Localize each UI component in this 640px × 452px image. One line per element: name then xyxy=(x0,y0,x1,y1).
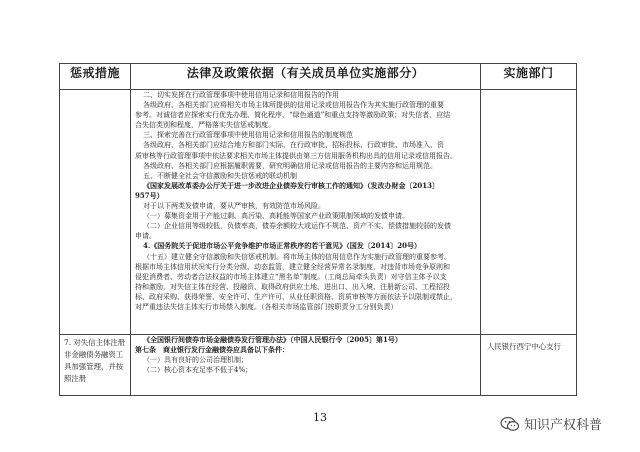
text-line: 各级政府、各相关部门应结合地方和部门实际，在行政审批、招标投标、行政审批、市场准入、资 xyxy=(143,141,444,150)
doc-title-line: 4.《国务院关于促进市场公平竞争维护市场正常秩序的若干意见》（国发〔2014〕20号） xyxy=(143,241,422,251)
text-line: （一）具有良好的公司治理机制； xyxy=(143,356,248,365)
text-line: 标、政府采购、获得荣誉、安全许可、生产许可、从业任职资格、资质审核等方面依法予以限制或禁止， xyxy=(135,292,457,301)
header-measure: 惩戒措施 xyxy=(60,64,131,90)
row2-measure-cell xyxy=(60,335,131,396)
text-line: 持和激励，对失信主体在经营、投融资、取得政府供应土地、进出口、出入境、注册新公司、工程招投 xyxy=(135,282,450,291)
doc-title-line: 《全国银行间债券市场金融债券发行管理办法》（中国人民银行令〔2005〕第1号） xyxy=(143,335,402,344)
article-line: 第七条 商业银行发行金融债券应具备以下条件： xyxy=(135,345,289,355)
text-line: 对严重违法失信主体实行市场禁入制度。（各相关市场监管部门按职责分工分别负责） xyxy=(135,302,398,311)
table-row xyxy=(60,335,577,396)
text-line: 质审核等行政管理事项中依法要求相关市场主体提供由第三方信用服务机构出具的信用记录或信用报告。 xyxy=(135,151,457,160)
text-line: （一）募集资金用于产能过剩、高污染、高耗能等国家产业政策限制领域的发债申请。 xyxy=(143,212,409,221)
text-line: （十五）建立健全守信激励和失信惩戒机制。将市场主体的信用信息作为实施行政管理的重要参考。 xyxy=(143,252,451,261)
text-line: （二）核心资本充足率不低于4%； xyxy=(143,366,253,375)
wechat-icon xyxy=(500,416,520,432)
text-line: 对于以下两类发债申请，要从严审核，有效防范市场风险。 xyxy=(143,202,325,211)
policy-table xyxy=(59,63,577,396)
text-line: 五、不断健全社会守信激励和失信惩戒的联动机制 xyxy=(143,171,297,180)
text-line: 根据市场主体信用状况实行分类分级、动态监管，建立健全经营异常名录制度，对违背市场竞争原则和 xyxy=(135,262,450,271)
table-header-row xyxy=(60,64,577,90)
department-text: 人民银行西宁中心支行 xyxy=(487,342,561,351)
text-line: 合失信类别和程度，严格落实失信惩戒制度。 xyxy=(135,121,275,130)
text-line: （二）企业信用等级较低，负债率高，债券余额较大或运作不规范、资产不实、偿债措施较弱的发债 xyxy=(143,222,451,231)
watermark-text: 知识产权科普 xyxy=(524,418,603,433)
row1-department-cell xyxy=(481,90,577,335)
text-line: 各级政府、各相关部门应将相关市场主体所提供的信用记录或信用报告作为其实施行政管理的重要 xyxy=(143,101,444,110)
watermark xyxy=(500,414,602,433)
text-line: 参考。对诚信者应探索实行优先办理、简化程序、“绿色通道”和重点支持等激励政策；对失信者，应结 xyxy=(135,111,451,120)
row1-measure-cell xyxy=(60,90,131,335)
header-department: 实施部门 xyxy=(481,64,577,90)
header-legal-basis: 法律及政策依据（有关成员单位实施部分） xyxy=(131,64,481,90)
text-line: 各级政府、各相关部门应根据履职需要，研究明确信用记录或信用报告的主要内容和运用规范。 xyxy=(143,161,437,170)
measure-text: 7. 对失信主体注册非金融债务融资工具加强管理，并按照注册 xyxy=(64,338,126,383)
page-number: 13 xyxy=(313,411,327,424)
text-line: 三、探索完善在行政管理事项中使用信用记录和信用报告的制度规范 xyxy=(143,131,353,140)
table-row xyxy=(60,90,577,335)
row2-department-cell xyxy=(481,335,577,396)
doc-title-line: 《国家发展改革委办公厅关于进一步改进企业债券发行审核工作的通知》（发改办财金〔2013〕 xyxy=(143,180,439,190)
doc-title-line: 957号） xyxy=(135,190,164,200)
row1-legal-basis-cell xyxy=(131,90,481,335)
text-line: 申请。 xyxy=(135,232,156,241)
row2-legal-basis-cell xyxy=(131,335,481,396)
text-line: 二、切实发挥在行政管理事项中使用信用记录和信用报告的作用 xyxy=(143,91,339,99)
text-line: 侵犯消费者、劳动者合法权益的市场主体建立“黑名单”制度。（工商总局牵头负责）对守信主体予以支 xyxy=(135,272,447,281)
